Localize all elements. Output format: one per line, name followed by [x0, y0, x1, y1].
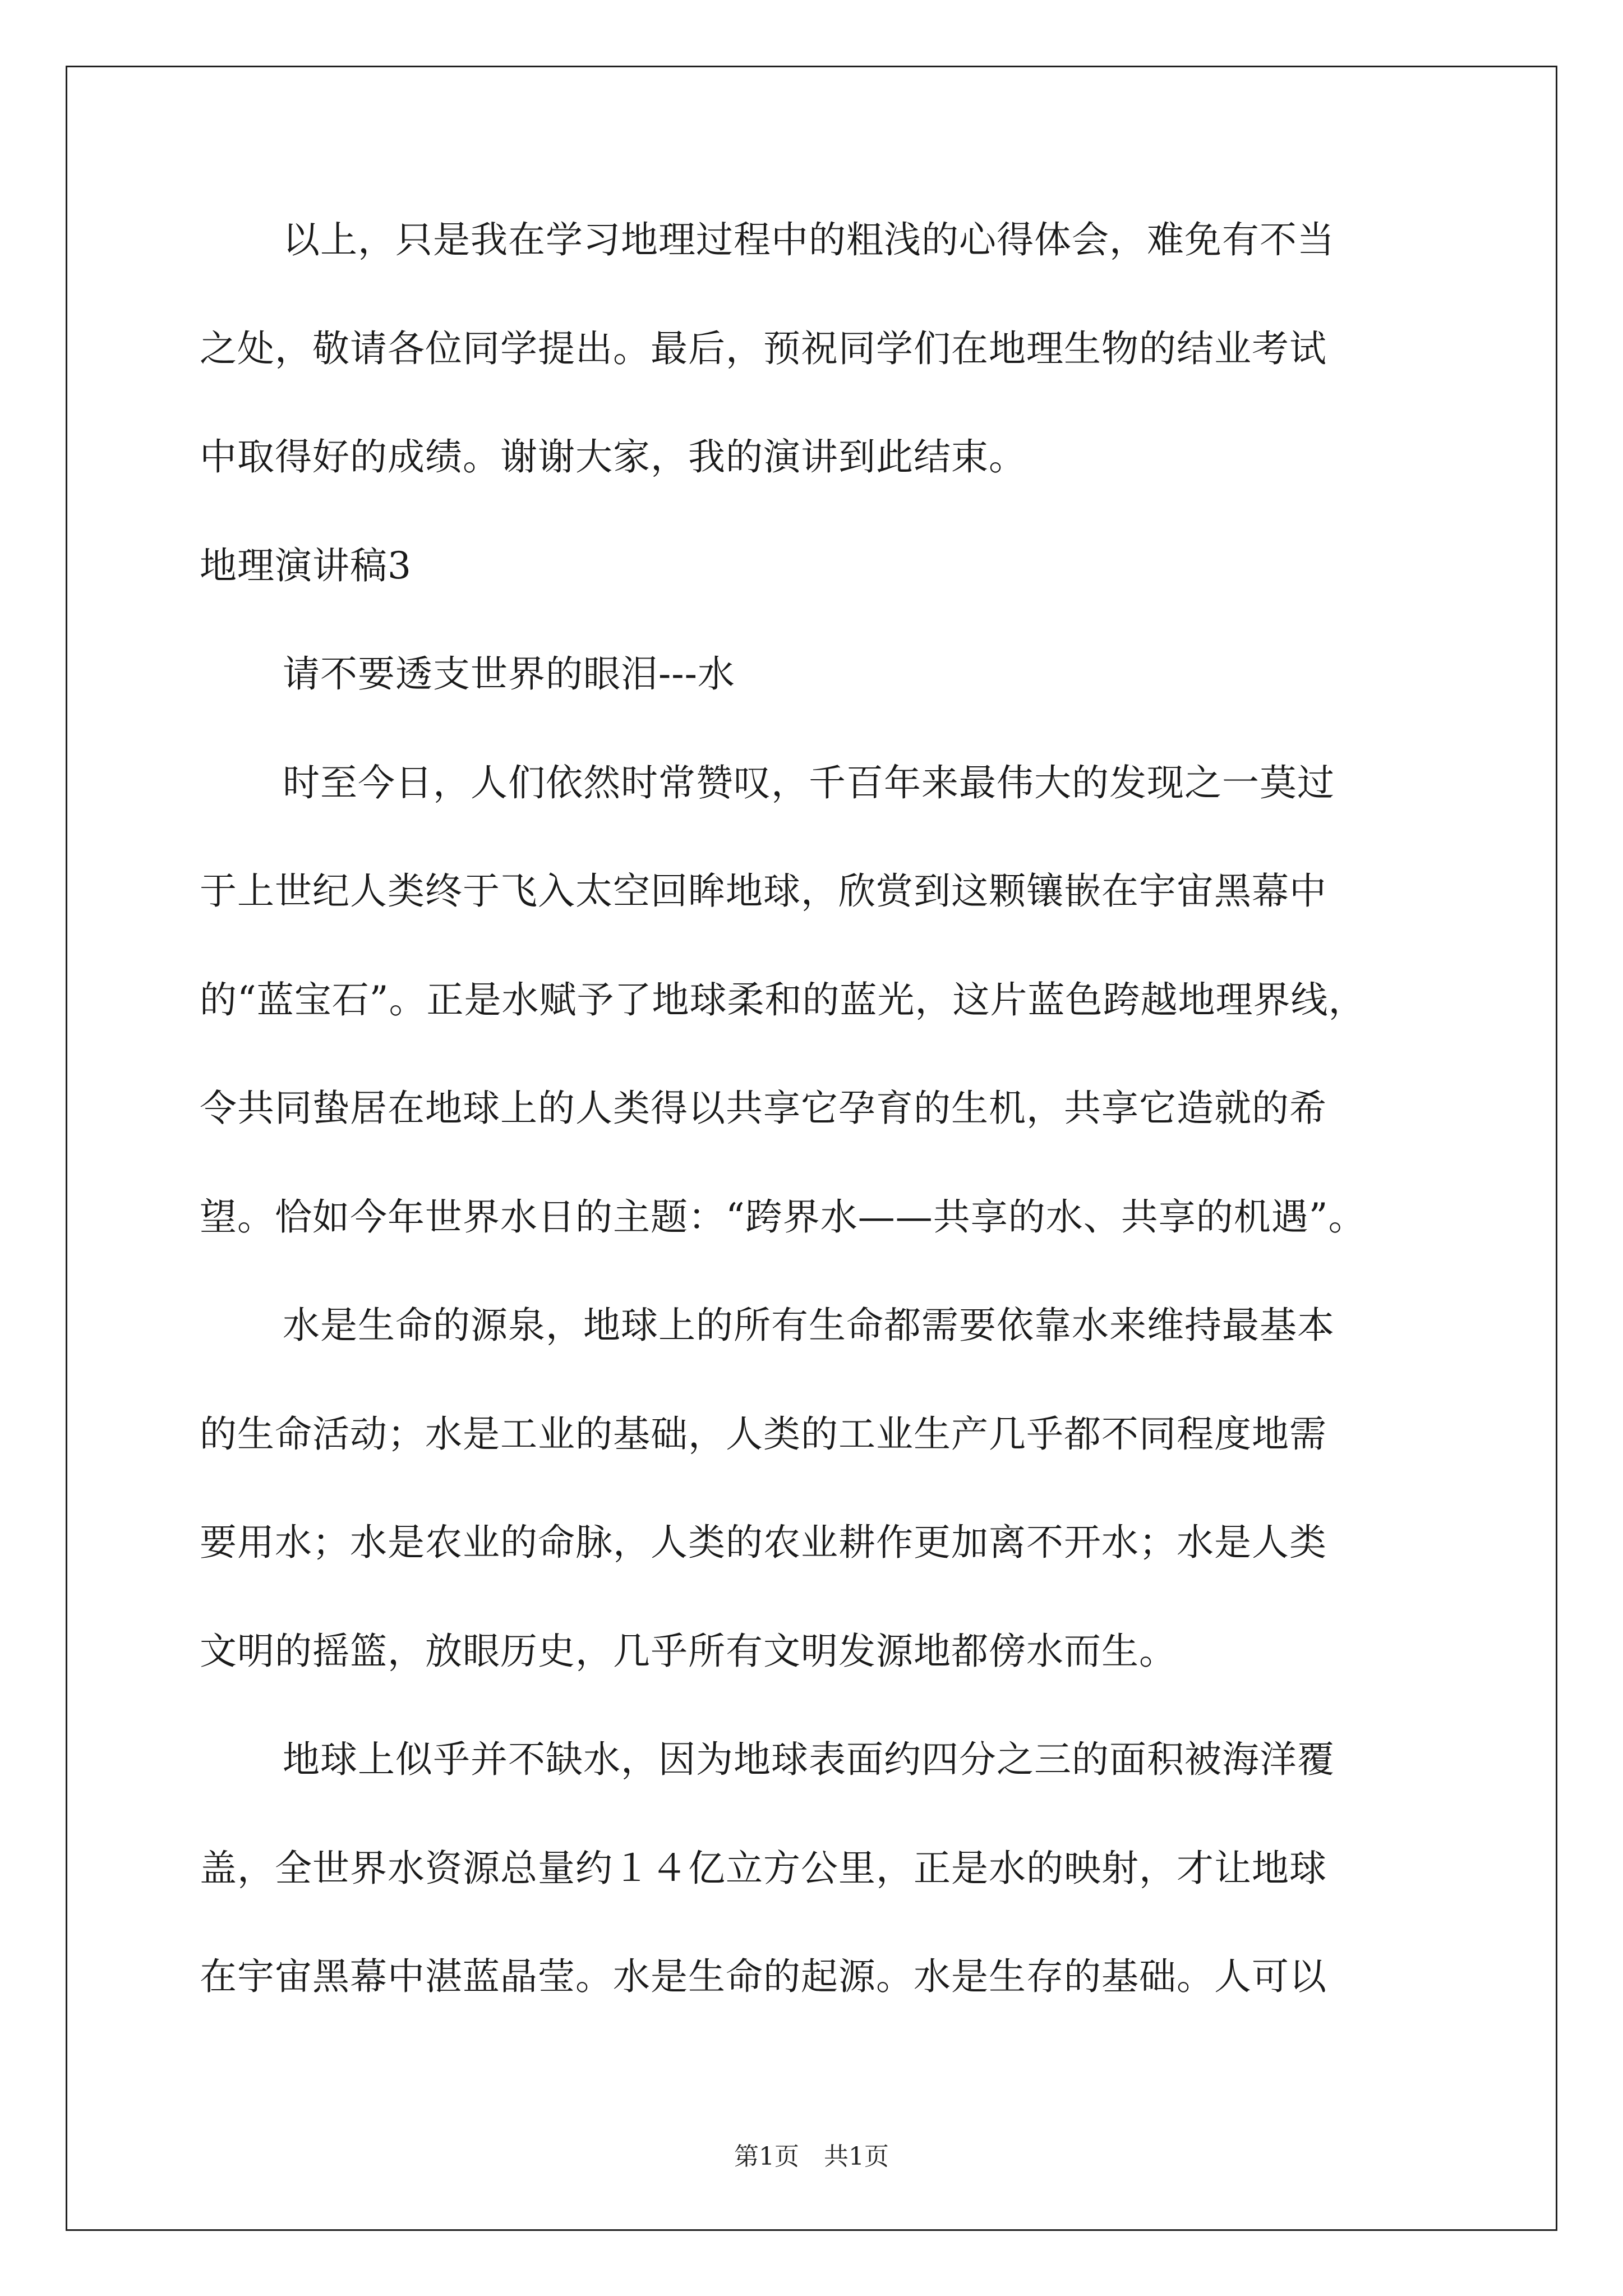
text-line: 地球上似乎并不缺水，因为地球表面约四分之三的面积被海洋覆: [283, 1738, 1335, 1781]
speech-title: 请不要透支世界的眼泪---水: [283, 652, 735, 696]
text-line: 令共同蛰居在地球上的人类得以共享它孕育的生机，共享它造就的希: [200, 1087, 1327, 1130]
text-line: 的“蓝宝石”。正是水赋予了地球柔和的蓝光，这片蓝色跨越地理界线，: [200, 978, 1366, 1022]
text-line: 文明的摇篮，放眼历史，几乎所有文明发源地都傍水而生。: [200, 1629, 1177, 1673]
text-line: 盖，全世界水资源总量约１４亿立方公里，正是水的映射，才让地球: [200, 1846, 1327, 1890]
text-line: 时至今日，人们依然时常赞叹，千百年来最伟大的发现之一莫过: [283, 761, 1335, 804]
document-body: [200, 218, 1484, 2067]
text-line: 望。恰如今年世界水日的主题：“跨界水——共享的水、共享的机遇”。: [200, 1195, 1366, 1239]
text-line: 以上，只是我在学习地理过程中的粗浅的心得体会，难免有不当: [283, 218, 1335, 261]
text-line: 水是生命的源泉，地球上的所有生命都需要依靠水来维持最基本: [283, 1304, 1335, 1347]
text-line: 的生命活动；水是工业的基础，人类的工业生产几乎都不同程度地需: [200, 1412, 1327, 1456]
text-line: 在宇宙黑幕中湛蓝晶莹。水是生命的起源。水是生存的基础。人可以: [200, 1955, 1327, 1998]
page-number-footer: 第1页 共1页: [734, 2142, 889, 2171]
text-line: 要用水；水是农业的命脉，人类的农业耕作更加离不开水；水是人类: [200, 1521, 1327, 1564]
section-heading: 地理演讲稿3: [200, 544, 412, 587]
text-line: 中取得好的成绩。谢谢大家，我的演讲到此结束。: [200, 435, 1026, 478]
text-line: 于上世纪人类终于飞入太空回眸地球，欣赏到这颗镶嵌在宇宙黑幕中: [200, 869, 1327, 913]
text-line: 之处，敬请各位同学提出。最后，预祝同学们在地理生物的结业考试: [200, 326, 1327, 370]
